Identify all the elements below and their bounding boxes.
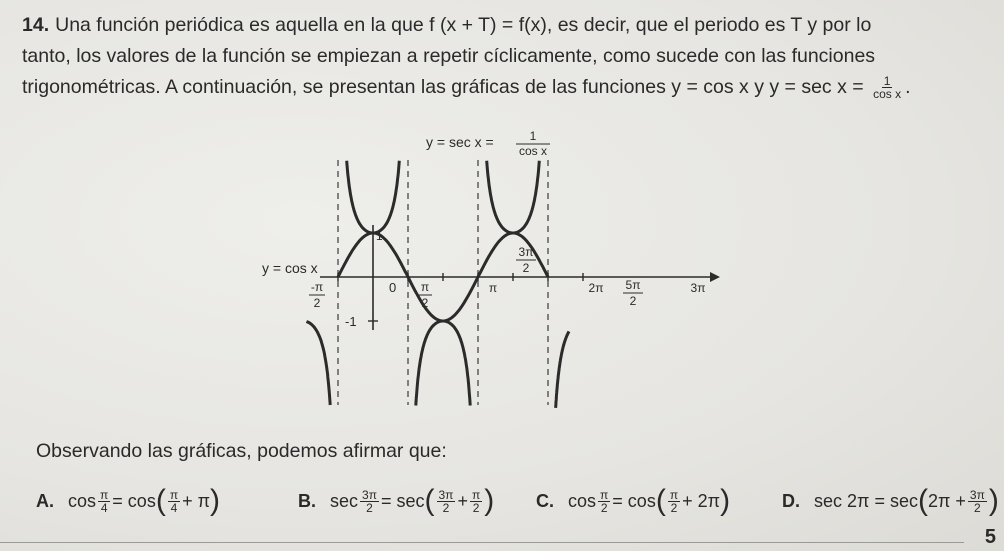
option-a-rhs-fn: = cos — [112, 490, 156, 511]
frac-den: 2 — [974, 500, 981, 515]
option-c-rhs-frac — [668, 489, 680, 514]
graph-title-frac-num: 1 — [529, 130, 537, 143]
option-a-lhs-frac — [98, 489, 110, 514]
problem-line-3-end: . — [905, 76, 911, 98]
frac-den: 2 — [670, 500, 678, 515]
option-b-rhs-frac-1 — [437, 489, 456, 514]
frac-num: π — [600, 487, 609, 502]
y-tick-label-neg1: -1 — [345, 314, 357, 329]
x-label-five-pi-half-num: 5π — [625, 278, 641, 292]
option-b[interactable] — [298, 486, 494, 516]
option-c[interactable] — [536, 486, 730, 516]
open-paren: ( — [917, 484, 928, 517]
x-label-neg-pi-half-den: 2 — [313, 296, 321, 310]
graph-title-frac-den: cos x — [518, 144, 548, 158]
option-b-letter: B. — [298, 490, 316, 511]
answer-options — [36, 484, 999, 526]
frac-num: π — [471, 487, 481, 502]
cos-sec-graph — [250, 130, 730, 420]
close-paren: ) — [988, 484, 999, 517]
option-a-lhs-fn: cos — [68, 490, 97, 511]
frac-den: 4 — [100, 500, 108, 515]
problem-statement — [22, 10, 982, 103]
option-c-lhs-fn: cos — [568, 490, 597, 511]
x-label-pi: π — [488, 281, 498, 295]
option-b-plus: + — [457, 490, 468, 511]
asymptote-lines — [338, 160, 583, 405]
x-label-three-pi-half-num: 3π — [518, 245, 534, 259]
curves-group — [307, 161, 570, 408]
option-a-rhs-tail: + π — [182, 490, 211, 511]
frac-num: 3π — [969, 487, 985, 502]
x-label-two-pi: 2π — [588, 281, 604, 295]
open-paren: ( — [655, 484, 666, 517]
option-a[interactable] — [36, 486, 220, 516]
option-b-lhs-fn: sec — [330, 490, 359, 511]
frac-num: π — [169, 487, 179, 502]
observation-text: Observando las gráficas, podemos afirmar que: — [36, 440, 447, 462]
graph-title: y = sec x = — [426, 134, 494, 150]
option-a-letter: A. — [36, 490, 54, 511]
option-d-rhs-head: 2π + — [927, 490, 966, 511]
problem-line-1: Una función periódica es aquella en la que f (x + T) = f(x), es decir, que el periodo es T y por lo — [55, 14, 872, 36]
problem-line-2: tanto, los valores de la función se empiezan a repetir cíclicamente, como sucede con las funciones — [22, 45, 876, 67]
option-d[interactable] — [782, 486, 999, 516]
cos-curve-label: y = cos x — [262, 260, 318, 276]
sec-definition-fraction — [871, 75, 903, 100]
fraction-numerator: 1 — [883, 74, 891, 89]
x-label-three-pi-half-den: 2 — [522, 261, 530, 275]
x-axis-arrow — [710, 272, 720, 282]
frac-den: 2 — [442, 500, 450, 515]
frac-den: 2 — [472, 500, 480, 515]
close-paren: ) — [720, 484, 731, 517]
option-b-rhs-frac-2 — [470, 489, 482, 514]
frac-den: 2 — [600, 500, 608, 515]
option-b-lhs-frac — [360, 489, 379, 514]
bottom-divider — [0, 542, 964, 543]
frac-num: 3π — [438, 487, 454, 502]
frac-num: π — [100, 487, 109, 502]
option-a-rhs-frac — [168, 489, 180, 514]
sec-branch-1 — [347, 161, 400, 233]
sec-branch-4 — [556, 331, 569, 408]
option-d-lhs: sec 2π = sec — [814, 490, 918, 511]
option-d-letter: D. — [782, 490, 800, 511]
page-number: 5 — [984, 526, 996, 548]
open-paren: ( — [155, 484, 166, 517]
frac-num: π — [669, 487, 679, 502]
frac-num: 3π — [362, 487, 377, 502]
close-paren: ) — [484, 484, 495, 517]
frac-den: 4 — [170, 500, 178, 515]
fraction-denominator: cos x — [873, 87, 902, 102]
option-b-rhs-fn: = sec — [380, 490, 425, 511]
x-label-zero: 0 — [389, 280, 397, 295]
graph-svg — [250, 130, 730, 420]
option-c-rhs-fn: = cos — [612, 490, 656, 511]
x-label-three-pi: 3π — [690, 281, 706, 295]
problem-line-3: trigonométricas. A continuación, se presentan las gráficas de las funciones y = cos x y y = sec x = — [22, 76, 864, 98]
x-label-neg-pi-half-num: -π — [310, 280, 324, 294]
problem-number: 14. — [22, 14, 50, 36]
sec-branch-3 — [487, 161, 540, 233]
sec-branch-left — [307, 322, 331, 406]
open-paren: ( — [424, 484, 435, 517]
x-label-five-pi-half-den: 2 — [629, 294, 637, 308]
close-paren: ) — [210, 484, 221, 517]
option-d-rhs-frac — [968, 489, 987, 514]
x-label-pi-half-num: π — [420, 280, 430, 294]
option-c-letter: C. — [536, 490, 554, 511]
frac-den: 2 — [366, 500, 373, 515]
option-c-lhs-frac — [598, 489, 610, 514]
x-label-pi-half-den: 2 — [421, 296, 429, 310]
sec-branch-2 — [416, 321, 470, 406]
y-tick-label-1: 1 — [376, 229, 383, 243]
option-c-rhs-tail: + 2π — [682, 490, 721, 511]
